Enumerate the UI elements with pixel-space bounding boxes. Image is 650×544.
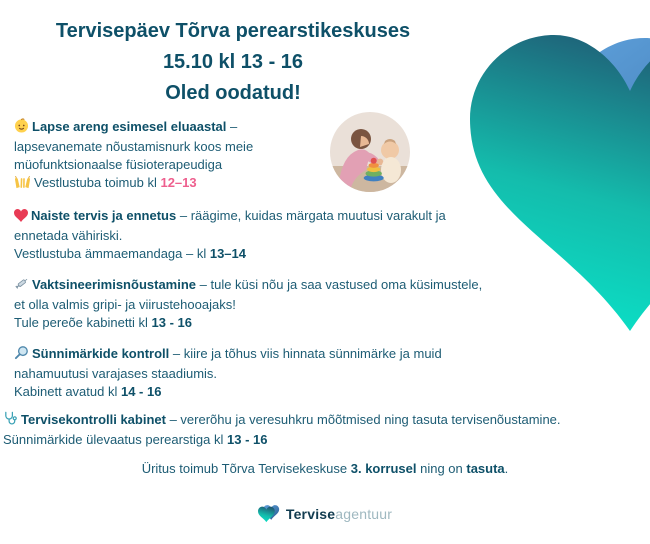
note-free: tasuta [466,461,505,476]
schedule-text: Tule pereõe kabinetti kl [14,315,152,330]
photo-illustration [330,112,410,192]
section-schedule [14,314,492,332]
schedule-time: 14 - 16 [120,384,162,399]
section-description: – kiire ja tõhus viis hinnata sünnimärke ja muid nahamuutusi varajases staadiumis. [14,346,442,381]
section-title: Lapse areng esimesel eluaastal [32,119,227,134]
section-womens-health [14,207,476,263]
schedule-time: 12–13 [160,175,197,190]
section-schedule [3,431,563,449]
schedule-time: 13 - 16 [227,432,268,447]
section-schedule [14,383,484,401]
section-paragraph [14,345,484,383]
note-text: Üritus toimub Tõrva Tervisekeskuse [141,461,351,476]
section-title: Vaktsineerimisnõustamine [32,277,197,292]
poster-title [0,16,466,109]
logo-text-bold: Tervise [285,506,336,522]
syringe-icon [14,276,29,296]
section-description: – lapsevanemate nõustamisnurk koos meie müofunktsionaalse füsioterapeudiga [14,119,254,172]
section-title: Naiste tervis ja ennetus [31,208,177,223]
title-line-3: Oled oodatud! [165,82,301,104]
note-floor: 3. korrusel [350,461,417,476]
schedule-text: Vestlustuba toimub kl [34,175,161,190]
schedule-text: Sünnimärkide ülevaatus perearstiga kl [3,432,228,447]
section-description: – vererõhu ja veresuhkru mõõtmised ning tasuta tervisenõustamine. [169,412,561,427]
section-paragraph [3,411,563,431]
note-text: ning on [416,461,467,476]
section-health-check-cabinet [3,411,563,449]
section-title: Sünnimärkide kontroll [32,346,170,361]
section-vaccination-advice [14,276,492,332]
schedule-time: 13 - 16 [151,315,193,330]
section-paragraph [14,207,476,245]
title-line-2: 15.10 kl 13 - 16 [162,51,304,73]
brand-heart-graphic [470,28,650,338]
section-title: Tervisekontrolli kabinet [21,412,166,427]
logo-wordmark [286,506,392,522]
event-location-note [0,460,650,478]
stethoscope-icon [3,411,18,431]
section-description: – räägime, kuidas märgata muutusi varakult ja ennetada vähiriski. [14,208,446,243]
schedule-text: Kabinett avatud kl [14,384,121,399]
baby-icon [14,118,29,138]
logo-heart-icon [258,504,280,524]
magnifier-icon [14,345,29,365]
parent-baby-photo [330,112,410,192]
section-child-development [14,118,326,194]
section-schedule [14,245,476,263]
section-schedule [14,174,326,194]
red-heart-icon [14,209,28,227]
raising-hands-icon [14,175,31,194]
schedule-text: Vestlustuba ämmaemandaga – kl [14,246,210,261]
teal-heart-shape [470,35,650,331]
title-line-1: Tervisepäev Tõrva perearstikeskuses [55,20,411,42]
note-text: . [504,461,509,476]
logo-text-light: agentuur [335,506,393,522]
section-paragraph [14,276,492,314]
schedule-time: 13–14 [209,246,246,261]
section-mole-check [14,345,484,401]
terviseagentuur-logo [0,504,650,524]
section-paragraph [14,118,326,174]
section-description: – tule küsi nõu ja saa vastused oma küsimustele, et olla valmis gripi- ja viirustehooajaks! [14,277,483,312]
